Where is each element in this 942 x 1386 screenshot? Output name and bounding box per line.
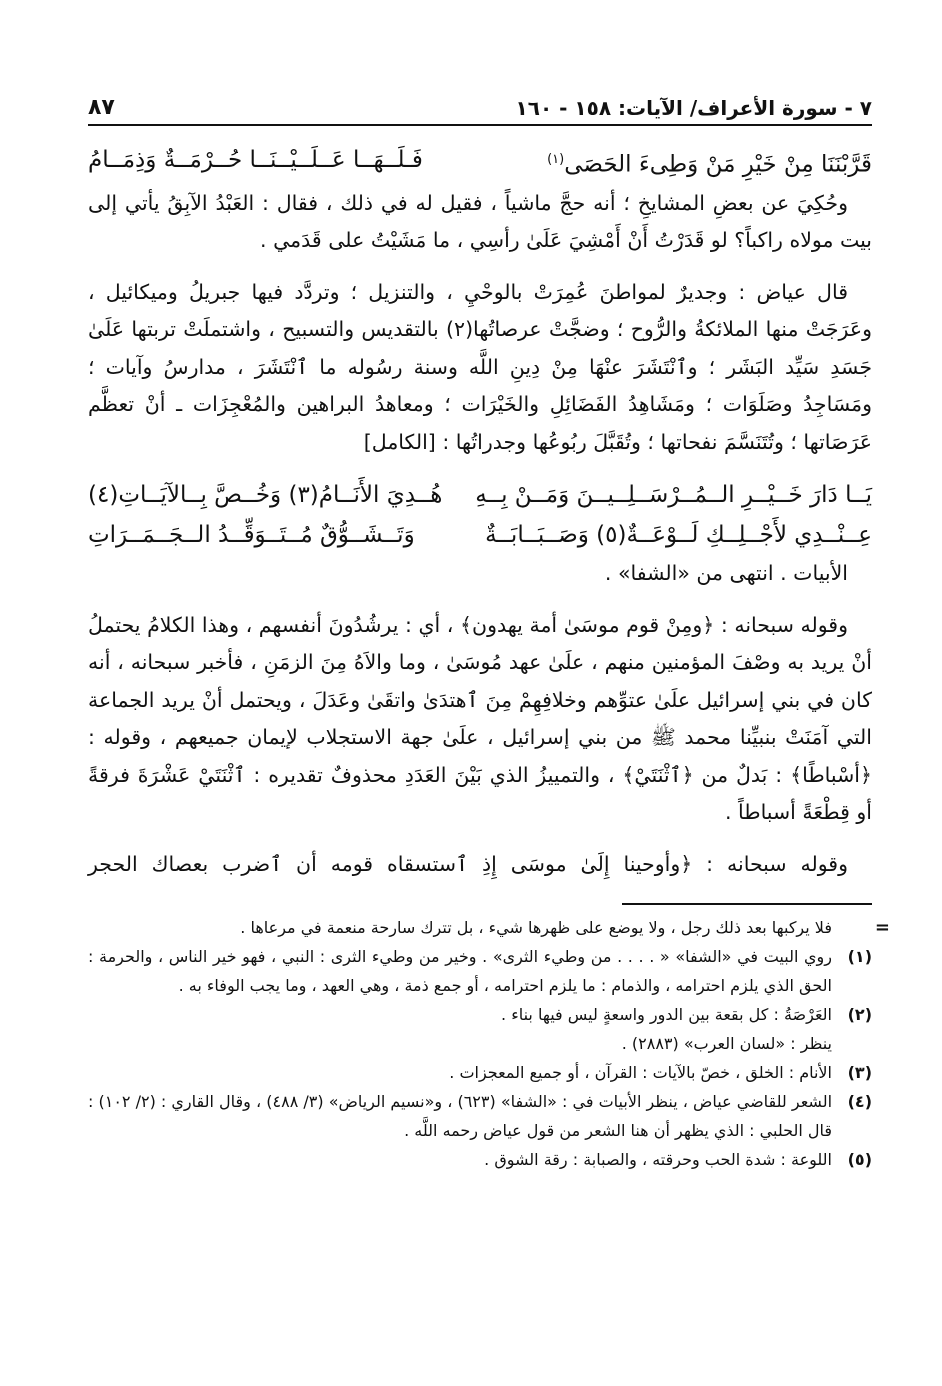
footnote-number: (٥): [847, 1150, 872, 1170]
footnote-text: الأنام : الخلق ، خصّ بالآيات : القرآن ، أو جميع المعجزات .: [449, 1063, 832, 1083]
verse-hemistich-right: عِــنْــدِي لأَجْــلِــكِ لَــوْعَــةٌ(٥) وَصَــبَــابَــةٌ: [485, 522, 872, 549]
verse-line: [88, 475, 872, 515]
verse-hemistich-left: وَتَــشَــوُّقٌ مُــتَــوَقِّــدُ الــجَــمَــرَاتِ: [88, 522, 415, 549]
page-number: ٨٧: [88, 95, 115, 120]
footnote-separator: [622, 903, 872, 905]
footnote-4: [88, 1087, 872, 1145]
footnote-2: [88, 1000, 872, 1058]
verse-line: [88, 515, 872, 555]
running-header: [88, 86, 872, 126]
paragraph: قال عياض : وجديرٌ لمواطنَ عُمِرَتْ بالوحْيِ ، والتنزيل ؛ وتردَّد فيها جبريلُ وميكائيل ، وعَرَجَتْ منها الملائكةُ والرُّوح ؛ وضجَّتْ عرصاتُها(٢) بالتقديس والتسبيح ، واشتملَتْ تربتها عَلَىٰ جَسَدِ سَيِّد البَشَر ؛ وٱنْتَشَرَ عنْهَا مِنْ دِينِ اللَّه وسنة رسُوله ما ٱنْتَشَرَ ، مدارسُ وآيات ؛ ومَسَاجِدُ وصَلَوَات ؛ ومَشَاهِدُ الفَضَائِلِ والخَيْرَات ؛ ومعاهدُ البراهين والمُعْجِزَات ـ أنْ تعظَّم عَرَصَاتها ؛ وتُتَنَسَّمَ نفحاتها ؛ وتُقَبَّلَ ربُوعُها وجدراتُها : [الكامل]: [88, 279, 872, 454]
footnote-text: العَرْصَةُ : كل بقعة بين الدور واسعةٍ ليس فيها بناء .: [501, 1005, 832, 1025]
footnote-text: روي البيت في «الشفا» « . . . . من وطيء الثرى» . وخير من وطيء الثرى : النبي ، فهو خير الناس ، والحرمة : الحق الذي يلزم احترامه ، والذمام : ما يلزم احترامه ، أو جمع ذمة ، وهي العهد ، وما يجب الوفاء به .: [88, 947, 832, 996]
footnote-number: (٤): [847, 1092, 872, 1112]
continuation-mark: =: [874, 917, 890, 939]
footnotes: [88, 913, 890, 1174]
footnote-text: الشعر للقاضي عياض ، ينظر الأبيات في : «الشفا» (٦٢٣) ، و«نسيم الرياض» (٣/ ٤٨٨) ، وقال القاري : (٢/ ١٠٢) : قال الحلبي : الذي يظهر أن هنا الشعر من قول عياض رحمه اللَّه .: [88, 1092, 833, 1141]
footnote-ref: (١): [547, 152, 565, 167]
footnote-continued: فلا يركبها بعد ذلك رجل ، ولا يوضع على ظهرها شيء ، بل تترك سارحة منعمة في مرعاها .: [240, 918, 832, 938]
verse-hemistich-left: هُــدِيَ الأَنَــامُ(٣) وَخُــصَّ بِــالآيَــاتِ(٤): [88, 482, 443, 509]
verse-hemistich-right: يَــا دَارَ خَــيْــرِ الــمُــرْسَــلِــيــنَ وَمَــنْ بِــهِ: [475, 482, 872, 509]
footnote-text: اللوعة : شدة الحب وحرقته ، والصبابة : رقة الشوق .: [484, 1150, 832, 1170]
verse-line: [88, 140, 872, 185]
footnote-5: [88, 1145, 872, 1174]
quote-end-note: الأبيات . انتهى من «الشفا» .: [604, 561, 848, 586]
footnote-number: (١): [847, 947, 872, 967]
verse-hemistich-left: فَـلَــهَــا عَــلَــيْــنَــا حُــرْمَــةٌ وَذِمَــامُ: [88, 147, 423, 173]
chapter-title: ٧ - سورة الأعراف/ الآيات: ١٥٨ - ١٦٠: [515, 96, 872, 120]
footnote-1: [88, 942, 872, 1000]
verse-hemistich-right: قَرَّبْنَنَا مِنْ خَيْرِ مَنْ وَطِىءَ الحَصَى$^{(١)}$: [547, 151, 872, 178]
footnote-number: (٣): [847, 1063, 872, 1083]
paragraph: وحُكِيَ عن بعضِ المشايخِ ؛ أنه حجَّ ماشياً ، فقيل له في ذلك ، فقال : العَبْدُ الآبِقُ يأتي إلى بيت مولاه راكباً؟ لو قَدَرْتُ أَنْ أَمْشِيَ عَلَىٰ رأسِي ، ما مَشَيْتُ على قَدَمي .: [88, 190, 872, 253]
footnote-3: [88, 1058, 872, 1087]
footnote-number: (٢): [847, 1005, 872, 1025]
footnote-text: ينظر : «لسان العرب» (٢٨٨٣) .: [621, 1034, 832, 1054]
paragraph: وقوله سبحانه : ﴿وأوحينا إِلَىٰ موسَى إِذِ ٱستسقاه قومه أن ٱضرب بعصاك الحجر: [88, 851, 848, 876]
book-page: [88, 86, 890, 1174]
paragraph: وقوله سبحانه : ﴿ومِنْ قوم موسَىٰ أمة يهدون﴾ ، أي : يرشُدُونَ أنفسهم ، وهذا الكلامُ يحتملُ أنْ يريد به وصْفَ المؤمنين منهم ، علَىٰ عهد مُوسَىٰ ، وما والاَهُ مِنَ الزمَنِ ، فأخبر سبحانه ، أنه كان في بني إسرائيل علَىٰ عتوِّهم وخلافِهِمْ مِنَ ٱهتدَىٰ واتقَىٰ وعَدَلَ ، ويحتمل أنْ يريد الجماعة التي آمَنَتْ بنبيِّنا محمد ﷺ من بني إسرائيل ، علَىٰ جهة الاستجلاب لإيمان جميعهم ، وقوله : ﴿أسْباطًا﴾ : بَدلٌ من ﴿ٱثْنَتَيْ﴾ ، والتمييزُ الذي بَيْنَ العَدَدِ محذوفٌ تقديره : ٱثْنَتَيْ عَشْرَةَ فرقةً أو قِطْعَةً أسباطاً .: [88, 612, 872, 825]
